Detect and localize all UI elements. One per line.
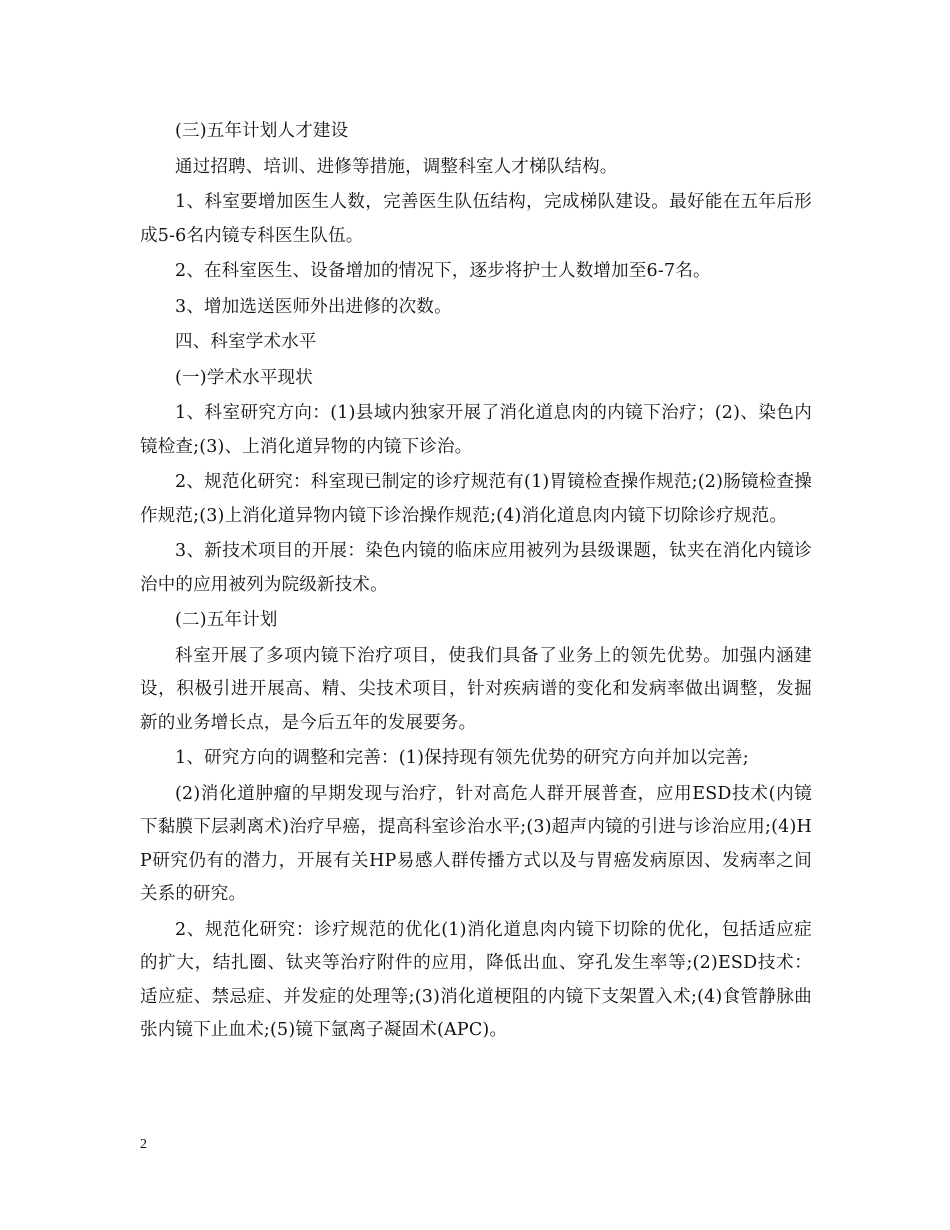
paragraph: 1、科室要增加医生人数，完善医生队伍结构，完成梯队建设。最好能在五年后形成5-6名内镜专科医生队伍。 [140, 192, 812, 246]
document-body [140, 115, 812, 1050]
section-heading-academic: 四、科室学术水平 [175, 332, 317, 352]
subsection-heading-status: (一)学术水平现状 [175, 367, 313, 388]
paragraph: 3、增加选送医师外出进修的次数。 [175, 296, 452, 317]
paragraph: 3、新技术项目的开展：染色内镜的临床应用被列为县级课题，钛夹在消化内镜诊治中的应用被列为院级新技术。 [140, 541, 812, 595]
paragraph: 2、在科室医生、设备增加的情况下，逐步将护士人数增加至6-7名。 [175, 261, 711, 281]
paragraph: 通过招聘、培训、进修等措施，调整科室人才梯队结构。 [175, 156, 618, 177]
subsection-heading-plan: (二)五年计划 [175, 610, 278, 630]
section-heading-talent: (三)五年计划人才建设 [175, 121, 349, 141]
paragraph: 2、规范化研究：诊疗规范的优化(1)消化道息肉内镜下切除的优化，包括适应症的扩大，结扎圈、钛夹等治疗附件的应用，降低出血、穿孔发生率等;(2)ESD技术：适应症、禁忌症、并发症的处理等;(3)消化道梗阻的内镜下支架置入术;(4)食管静脉曲张内镜下止血术;(5)镜下氩离子凝固术(APC)。 [140, 919, 812, 1040]
paragraph: 2、规范化研究：科室现已制定的诊疗规范有(1)胃镜检查操作规范;(2)肠镜检查操作规范;(3)上消化道异物内镜下诊治操作规范;(4)消化道息肉内镜下切除诊疗规范。 [140, 472, 812, 526]
paragraph: 科室开展了多项内镜下治疗项目，使我们具备了业务上的领先优势。加强内涵建设，积极引进开展高、精、尖技术项目，针对疾病谱的变化和发病率做出调整，发掘新的业务增长点，是今后五年的发展要务。 [140, 645, 812, 733]
paragraph: 1、研究方向的调整和完善：(1)保持现有领先优势的研究方向并加以完善; [175, 748, 749, 768]
paragraph: 1、科室研究方向：(1)县域内独家开展了消化道息肉的内镜下治疗；(2)、染色内镜检查;(3)、上消化道异物的内镜下诊治。 [140, 403, 812, 457]
paragraph: (2)消化道肿瘤的早期发现与治疗，针对高危人群开展普查，应用ESD技术(内镜下黏膜下层剥离术)治疗早癌，提高科室诊治水平;(3)超声内镜的引进与诊治应用;(4)HP研究仍有的潜力，开展有关HP易感人群传播方式以及与胃癌发病原因、发病率之间关系的研究。 [140, 783, 812, 904]
page-number: 2 [140, 1137, 147, 1152]
